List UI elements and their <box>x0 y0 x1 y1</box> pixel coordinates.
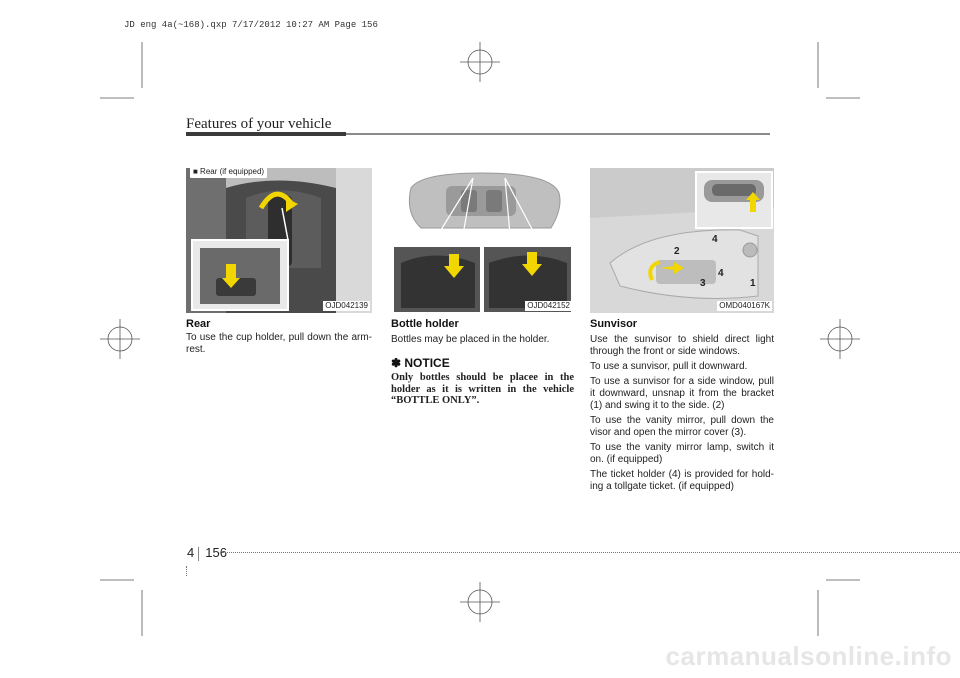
marker-ticket-holder-top: 4 <box>712 234 718 245</box>
marker-bracket: 1 <box>750 278 756 289</box>
bottle-heading: Bottle holder <box>391 318 459 330</box>
page-number-value: 156 <box>205 545 227 560</box>
header-accent-bar <box>186 132 346 136</box>
bottle-holder-illustration <box>391 168 574 313</box>
marker-swing: 2 <box>674 246 680 257</box>
sunvisor-paragraph-5: To use the vanity mirror lamp, switch it on. (if equipped) <box>590 442 774 465</box>
footer-dotted-tick <box>186 566 187 576</box>
sunvisor-paragraph-6: The ticket holder (4) is provided for hold-ing a tollgate ticket. (if equipped) <box>590 469 774 492</box>
image-code-3: OMD040167K <box>719 301 770 310</box>
page-header-title: Features of your vehicle <box>186 116 332 132</box>
bottle-section <box>391 318 574 407</box>
rear-heading: Rear <box>186 318 211 330</box>
image-code-2: OJD042152 <box>527 301 570 310</box>
sunvisor-paragraph-3: To use a sunvisor for a side window, pull it downward, unsnap it from the bracket (1) and swing it to the side. (2) <box>590 376 774 411</box>
watermark: carmanualsonline.info <box>665 641 952 671</box>
sunvisor-paragraph-4: To use the vanity mirror, pull down the visor and open the mirror cover (3). <box>590 415 774 438</box>
image-code-1: OJD042139 <box>325 301 368 310</box>
rear-cupholder-illustration <box>186 168 372 313</box>
rear-text: To use the cup holder, pull down the arm-rest. <box>186 332 372 355</box>
print-slug: JD eng 4a(~168).qxp 7/17/2012 10:27 AM Page 156 <box>124 20 378 30</box>
sunvisor-paragraph-2: To use a sunvisor, pull it downward. <box>590 361 748 372</box>
notice-title: ✽ NOTICE <box>391 356 450 370</box>
marker-ticket-holder: 4 <box>718 268 724 279</box>
sunvisor-section <box>590 318 774 496</box>
rear-section <box>186 318 372 359</box>
sunvisor-illustration <box>590 168 774 313</box>
sunvisor-heading: Sunvisor <box>590 318 638 330</box>
notice-body: Only bottles should be placee in the holder as it is written in the vehicle “BOTTLE ONLY”. <box>391 372 574 406</box>
marker-mirror-cover: 3 <box>700 278 706 289</box>
footer-dotted-rule <box>222 552 960 553</box>
sunvisor-paragraph-1: Use the sunvisor to shield direct light through the front or side windows. <box>590 334 774 357</box>
page-number <box>187 545 227 561</box>
chapter-number: 4 <box>187 545 195 560</box>
rear-equipped-badge: ■ Rear (if equipped) <box>190 168 267 178</box>
bottle-text: Bottles may be placed in the holder. <box>391 334 550 345</box>
